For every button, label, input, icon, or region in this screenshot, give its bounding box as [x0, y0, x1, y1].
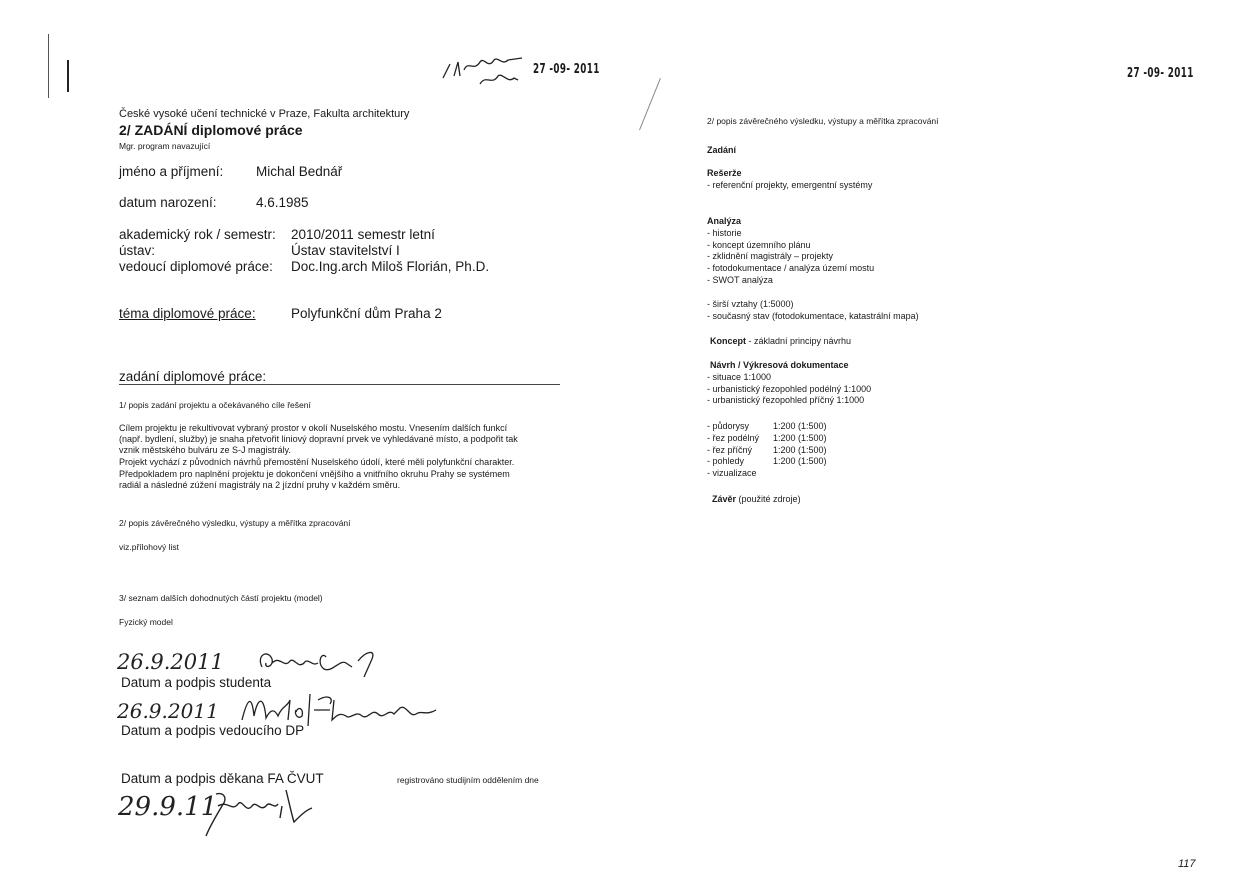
drawing-item — [707, 456, 827, 468]
koncept-title: Koncept — [710, 336, 746, 346]
registration-stamp: 27 -09- 2011 — [533, 62, 600, 77]
analyza-item: - SWOT analýza — [707, 274, 773, 285]
zaver-line — [712, 494, 801, 504]
field-label-birthdate: datum narození: — [119, 195, 217, 210]
document-title: 2/ ZADÁNÍ diplomové práce — [119, 122, 303, 138]
section3-heading: 3/ seznam dalších dohodnutých částí projektu (model) — [119, 593, 323, 603]
field-value-supervisor: Doc.Ing.arch Miloš Florián, Ph.D. — [291, 259, 490, 274]
reserze-item: - referenční projekty, emergentní systémy — [707, 179, 873, 190]
dean-signature — [198, 786, 318, 842]
field-label-academic-year: akademický rok / semestr: — [119, 227, 276, 242]
student-date: 26.9.2011 — [117, 650, 224, 674]
drawing-name: - řez příčný — [707, 444, 753, 455]
reserze-title: Rešerže — [707, 168, 742, 178]
topic-value: Polyfunkční dům Praha 2 — [291, 306, 442, 321]
registration-stamp-right: 27 -09- 2011 — [1127, 66, 1194, 81]
scan-bracket-mark — [67, 60, 69, 92]
vizualizace-item: - vizualizace — [707, 468, 757, 479]
drawing-item — [707, 421, 827, 433]
analyza-block-2 — [707, 299, 919, 323]
drawing-scale: 1:200 (1:500) — [773, 432, 827, 443]
reserze-block — [707, 168, 872, 192]
dean-date: 29.9.11 — [118, 792, 218, 822]
analyza-item: - současný stav (fotodokumentace, katastrální mapa) — [707, 310, 919, 321]
section1-line: vznik městského bulváru ze S-J magistrály. — [119, 445, 291, 455]
analyza-item: - historie — [707, 227, 742, 238]
koncept-line — [710, 336, 851, 346]
drawing-item — [707, 445, 827, 457]
field-value-institute: Ústav stavitelství I — [291, 243, 400, 258]
field-value-name: Michal Bednář — [256, 164, 343, 179]
navrh-block — [707, 360, 871, 407]
field-label-name: jméno a příjmení: — [119, 164, 224, 179]
analyza-title: Analýza — [707, 216, 742, 226]
section2-heading: 2/ popis závěrečného výsledku, výstupy a měřítka zpracování — [119, 518, 351, 528]
drawing-scale: 1:200 (1:500) — [773, 421, 827, 431]
student-signature — [254, 645, 380, 681]
right-heading: 2/ popis závěrečného výsledku, výstupy a měřítka zpracování — [707, 116, 939, 126]
supervisor-date: 26.9.2011 — [117, 699, 219, 723]
assignment-label: zadání diplomové práce: — [119, 369, 267, 384]
zaver-text: (použité zdroje) — [736, 494, 801, 504]
field-value-academic-year: 2010/2011 semestr letní — [291, 227, 435, 242]
drawings-block — [707, 421, 827, 480]
navrh-item: - urbanistický řezopohled příčný 1:1000 — [707, 395, 865, 406]
analyza-item: - širší vztahy (1:5000) — [707, 299, 794, 309]
section1-line: Cílem projektu je rekultivovat vybraný prostor v okolí Nuselského mostu. Vnesením dalších funkcí — [119, 423, 508, 433]
registered-text: registrováno studijním oddělením dne — [397, 775, 539, 785]
navrh-title: Návrh / Výkresová dokumentace — [710, 360, 849, 370]
field-label-supervisor: vedoucí diplomové práce: — [119, 259, 273, 274]
scan-streak — [639, 78, 661, 130]
topic-label: téma diplomové práce: — [119, 306, 256, 321]
analyza-item: - koncept územního plánu — [707, 239, 811, 250]
navrh-item: - situace 1:1000 — [707, 371, 772, 382]
zaver-title: Závěr — [712, 494, 737, 504]
drawing-item — [707, 433, 827, 445]
page-number: 117 — [1178, 858, 1196, 870]
drawing-scale: 1:200 (1:500) — [773, 444, 827, 455]
assignment-rule — [119, 384, 560, 385]
dean-caption: Datum a podpis děkana FA ČVUT — [121, 771, 324, 786]
navrh-item: - urbanistický řezopohled podélný 1:1000 — [707, 383, 872, 394]
program-name: Mgr. program navazující — [119, 141, 211, 151]
analyza-item: - zklidnění magistrály – projekty — [707, 251, 834, 262]
section1-line: Projekt vychází z původních návrhů přemostění Nuselského údolí, které měli polyfunkční charakter. — [119, 457, 515, 467]
drawing-name: - pohledy — [707, 456, 745, 467]
koncept-text: - základní principy návrhu — [746, 336, 852, 346]
field-value-birthdate: 4.6.1985 — [256, 195, 309, 210]
drawing-scale: 1:200 (1:500) — [773, 456, 827, 467]
registry-handwritten-note — [440, 48, 535, 90]
analyza-block — [707, 216, 874, 287]
section1-line: (např. bydlení, služby) je snaha přetvořit liniový dopravní prvek ve vyhledávané místo, a podpořit tak — [119, 434, 518, 444]
drawing-name: - půdorysy — [707, 421, 750, 431]
scan-edge-line — [48, 34, 49, 98]
institution-name: České vysoké učení technické v Praze, Fakulta architektury — [119, 108, 410, 120]
section2-text: viz.přílohový list — [119, 542, 179, 552]
section1-heading: 1/ popis zadání projektu a očekávaného cíle řešení — [119, 400, 311, 410]
drawing-name: - řez podélný — [707, 432, 760, 443]
section1-line: radiál a následné zúžení magistrály na 2 jízdní pruhy v každém směru. — [119, 480, 401, 490]
section1-line: Předpokladem pro naplnění projektu je dokončení vnějšího a vnitřního okruhu Prahy se systémem — [119, 469, 510, 479]
right-zadani: Zadání — [707, 145, 737, 155]
field-label-institute: ústav: — [119, 243, 156, 258]
analyza-item: - fotodokumentace / analýza území mostu — [707, 263, 875, 274]
section3-text: Fyzický model — [119, 617, 173, 627]
student-caption: Datum a podpis studenta — [121, 675, 272, 690]
supervisor-caption: Datum a podpis vedoucího DP — [121, 723, 305, 738]
